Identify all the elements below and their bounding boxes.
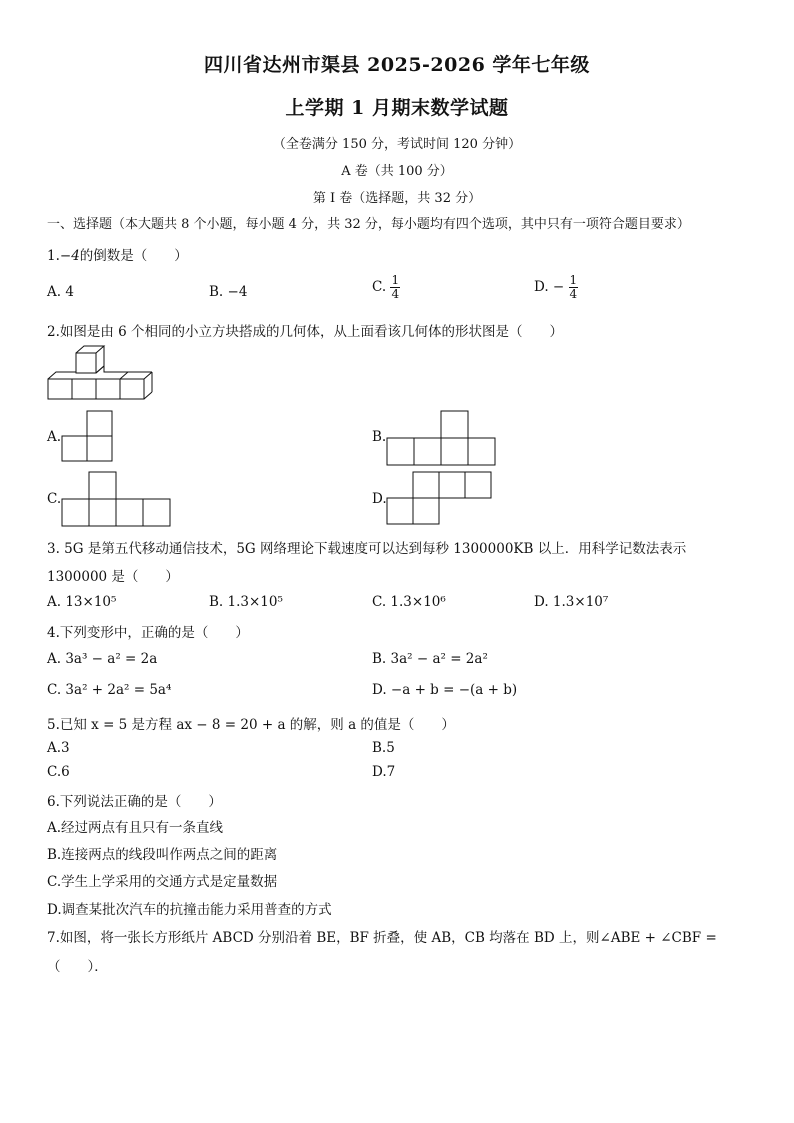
q6-stem: 6.下列说法正确的是（ ）: [47, 794, 222, 810]
q3-option-c: C. 1.3×10⁶: [372, 594, 446, 610]
q6-option-d: D.调查某批次汽车的抗撞击能力采用普查的方式: [47, 902, 332, 918]
fraction-denominator: 4: [391, 287, 400, 301]
q2-option-c: C.: [47, 491, 62, 507]
q1-stem-math: −4: [59, 248, 80, 264]
q4-option-d: D. −a + b = −(a + b): [372, 682, 518, 698]
q4-option-c: C. 3a² + 2a² = 5a⁴: [47, 682, 172, 698]
q1-option-c-fraction: [390, 274, 400, 301]
q1-stem-suffix: 的倒数是（ ）: [79, 248, 188, 264]
q3-stem-line2: 1300000 是（ ）: [47, 569, 179, 585]
q1-option-d: [534, 274, 578, 301]
q4-stem: 4.下列变形中，正确的是（ ）: [47, 625, 249, 641]
section1-heading: 一、选择题（本大题共 8 个小题，每小题 4 分，共 32 分，每小题均有四个选项，其中只有一项符合题目要求）: [47, 217, 690, 232]
q4-option-b: B. 3a² − a² = 2a²: [372, 651, 488, 667]
q3-option-a: A. 13×10⁵: [47, 594, 117, 610]
q1-stem: [47, 244, 188, 264]
q1-stem-prefix: 1.: [47, 248, 60, 264]
q5-option-a: A.3: [47, 740, 70, 756]
q1-option-d-label: D. −: [534, 279, 565, 295]
q3-stem-line1: 3. 5G 是第五代移动通信技术，5G 网络理论下载速度可以达到每秒 1300000KB 以上．用科学记数法表示: [47, 541, 687, 557]
part1-heading: 第 I 卷（选择题，共 32 分）: [312, 191, 482, 206]
q2-option-b: B.: [372, 429, 387, 445]
q5-option-b: B.5: [372, 740, 395, 756]
q5-stem: 5.已知 x = 5 是方程 ax − 8 = 20 + a 的解，则 a 的值是（ ）: [47, 717, 455, 733]
fraction-numerator: 1: [569, 273, 578, 287]
q1-option-c: [372, 274, 400, 301]
q2-option-a: A.: [47, 429, 62, 445]
volume-a-heading: A 卷（共 100 分）: [341, 164, 453, 179]
q5-option-c: C.6: [47, 764, 70, 780]
q5-option-d: D.7: [372, 764, 396, 780]
q6-option-c: C.学生上学采用的交通方式是定量数据: [47, 874, 278, 890]
q2-option-a-figure: [61, 410, 115, 462]
q3-option-d: D. 1.3×10⁷: [534, 594, 609, 610]
q6-option-b: B.连接两点的线段叫作两点之间的距离: [47, 847, 278, 863]
q2-option-c-figure: [61, 471, 171, 527]
q1-option-b: B. −4: [209, 284, 248, 300]
q2-option-d-figure: [386, 471, 492, 527]
exam-info: （全卷满分 150 分，考试时间 120 分钟）: [272, 137, 522, 152]
q7-stem-line2: （ ）．: [47, 959, 108, 975]
q3-option-b: B. 1.3×10⁵: [209, 594, 283, 610]
q1-option-d-fraction: [569, 274, 579, 301]
q1-option-c-label: C.: [372, 279, 387, 295]
fraction-numerator: 1: [391, 273, 400, 287]
exam-title-line1: 四川省达州市渠县 2025-2026 学年七年级: [204, 54, 590, 76]
q7-stem-line1: 7.如图，将一张长方形纸片 ABCD 分别沿着 BE，BF 折叠，使 AB，CB 均落在 BD 上，则∠ABE + ∠CBF =: [47, 930, 717, 946]
q4-option-a: A. 3a³ − a² = 2a: [47, 651, 158, 667]
q2-option-d: D.: [372, 491, 387, 507]
q2-cube-figure: [44, 344, 154, 402]
q6-option-a: A.经过两点有且只有一条直线: [47, 820, 224, 836]
q2-stem: 2.如图是由 6 个相同的小立方块搭成的几何体，从上面看该几何体的形状图是（ ）: [47, 324, 564, 340]
q1-option-a: A. 4: [47, 284, 74, 300]
fraction-denominator: 4: [569, 287, 578, 301]
exam-title-line2: 上学期 1 月期末数学试题: [285, 97, 509, 119]
q2-option-b-figure: [386, 410, 496, 466]
